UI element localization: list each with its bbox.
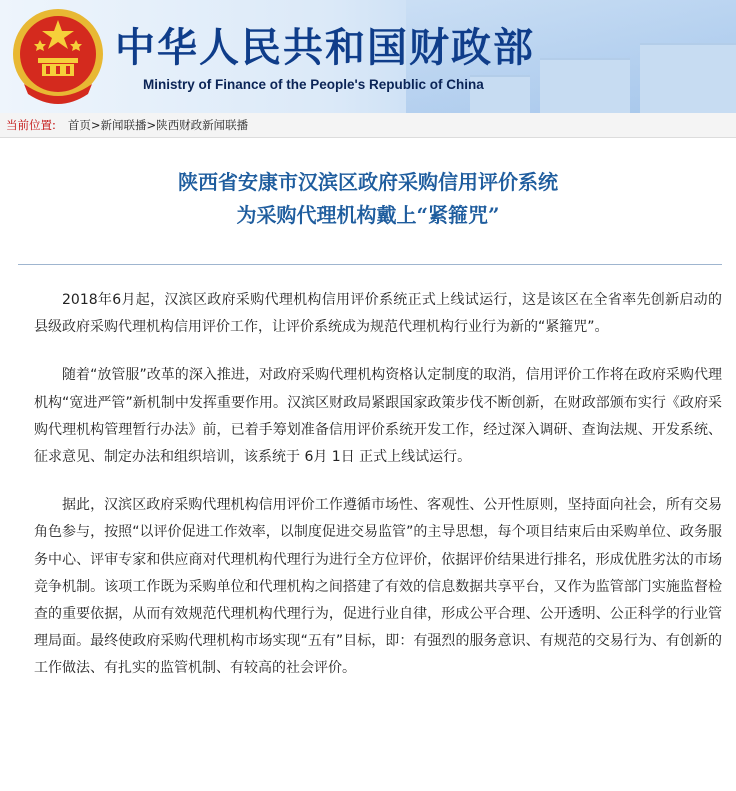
breadcrumb-separator: > [90, 118, 101, 132]
breadcrumb-news-link[interactable]: 新闻联播 [100, 118, 147, 132]
article-paragraph: 随着“放管服”改革的深入推进，对政府采购代理机构资格认定制度的取消，信用评价工作将在政府采购代理机构“宽进严管”新机制中发挥重要作用。汉滨区财政局紧跟国家政策步伐不断创新，在财政部颁布实行《政府采购代理机构管理暂行办法》前，已着手筹划准备信用评价系统开发工作，经过深入调研、查询法规、开发系统、征求意见、制定办法和组织培训，该系统于 6月 1日 正式上线试运行。 [34, 367, 722, 466]
breadcrumb-label: 当前位置: [6, 118, 56, 132]
breadcrumb-home-link[interactable]: 首页 [67, 118, 91, 132]
article-body [34, 287, 722, 704]
article-paragraph: 据此，汉滨区政府采购代理机构信用评价工作遵循市场性、客观性、公开性原则，坚持面向社会，所有交易角色参与，按照“以评价促进工作效率，以制度促进交易监管”的主导思想，每个项目结束后由采购单位、政务服务中心、评审专家和供应商对代理机构代理行为进行全方位评价，依据评价结果进行排名，形成优胜劣汰的市场竞争机制。该项工作既为采购单位和代理机构之间搭建了有效的信息数据共享平台，又作为监管部门实施监督检查的重要依据，从而有效规范代理机构代理行为，促进行业自律，形成公平合理、公开透明、公正科学的行业管理局面。最终使政府采购代理机构市场实现“五有”目标，即：有强烈的服务意识、有规范的交易行为、有创新的工作做法、有扎实的监管机制、有较高的社会评价。 [34, 497, 722, 677]
article-paragraph: 2018年6月起，汉滨区政府采购代理机构信用评价系统正式上线试运行，这是该区在全省率先创新启动的县级政府采购代理机构信用评价工作，让评价系统成为规范代理机构行业行为新的“紧箍咒”。 [34, 292, 722, 336]
breadcrumb-separator: > [146, 118, 157, 132]
site-title-english: Ministry of Finance of the People's Republic of China [143, 77, 484, 92]
article-header [0, 0, 736, 232]
title-divider [18, 264, 722, 265]
breadcrumb-shaanxi-news-link[interactable]: 陕西财政新闻联播 [156, 118, 249, 132]
site-title[interactable]: 中华人民共和国财政部 [115, 24, 535, 71]
article-title-line-2: 为采购代理机构戴上“紧箍咒” [236, 203, 500, 227]
article-title-line-1: 陕西省安康市汉滨区政府采购信用评价系统 [178, 170, 558, 194]
